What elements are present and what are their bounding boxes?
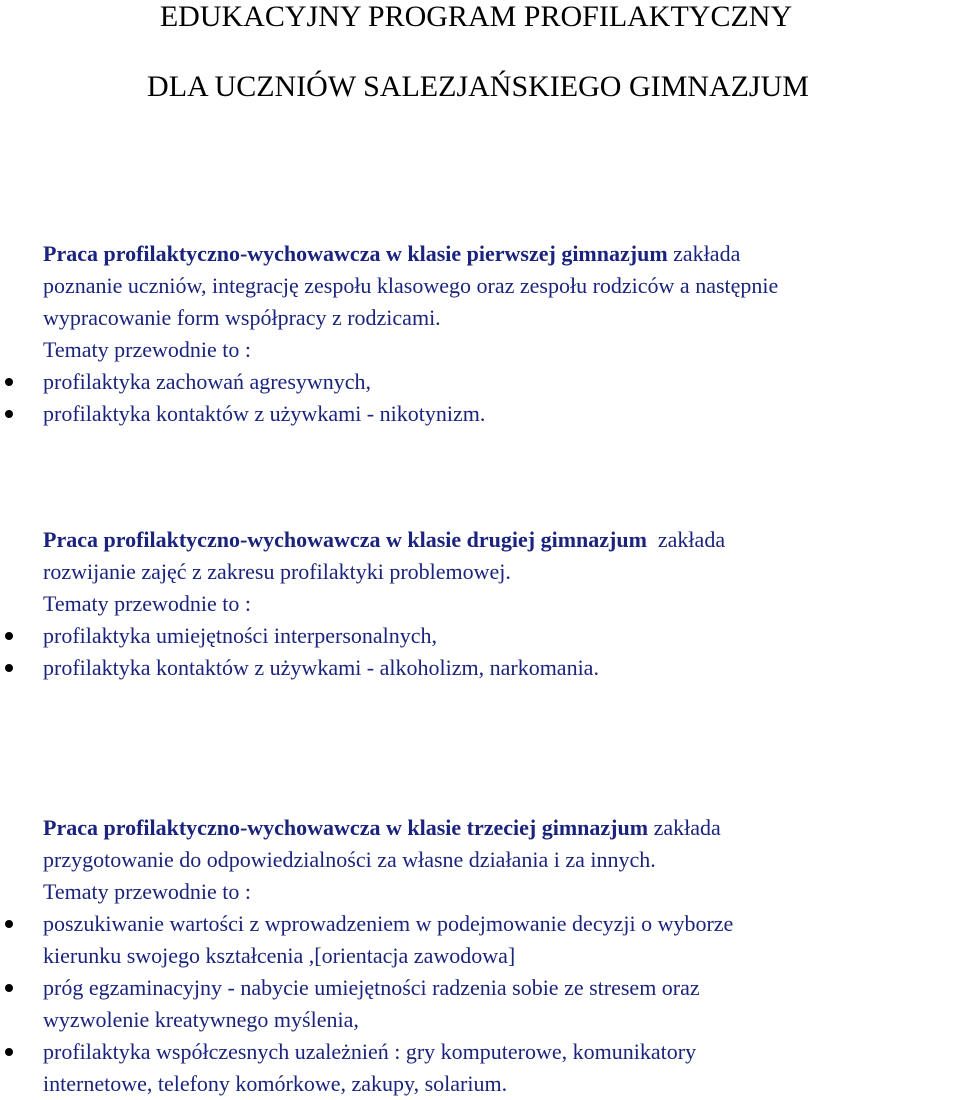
- section-heading-line: [43, 524, 948, 556]
- section-second-grade: [43, 524, 948, 684]
- section-heading-line: [43, 238, 948, 270]
- list-item: [43, 972, 948, 1036]
- topics-label: Tematy przewodnie to :: [43, 337, 252, 362]
- list-item: [43, 366, 948, 398]
- section-heading-tail: zakłada: [646, 527, 726, 552]
- topic-list: [43, 366, 948, 430]
- list-item: [43, 398, 948, 430]
- document-subtitle: DLA UCZNIÓW SALEZJAŃSKIEGO GIMNAZJUM: [147, 70, 809, 103]
- bullet-icon: [5, 378, 13, 386]
- list-item-text: profilaktyka współczesnych uzależnień : gry komputerowe, komunikatory: [43, 1039, 697, 1064]
- section-heading-tail: zakłada: [667, 241, 741, 266]
- section-heading-tail: zakłada: [648, 815, 721, 840]
- body-line: rozwijanie zajęć z zakresu profilaktyki problemowej.: [43, 559, 511, 584]
- section-first-grade: [43, 238, 948, 430]
- section-heading: Praca profilaktyczno-wychowawcza w klasie drugiej gimnazjum: [43, 527, 647, 552]
- topics-label: Tematy przewodnie to :: [43, 879, 252, 904]
- section-heading: Praca profilaktyczno-wychowawcza w klasie trzeciej gimnazjum: [43, 815, 649, 840]
- list-item-text: profilaktyka umiejętności interpersonalnych,: [43, 623, 438, 648]
- list-item-text-continued: wyzwolenie kreatywnego myślenia,: [43, 1007, 359, 1032]
- section-heading: Praca profilaktyczno-wychowawcza w klasie pierwszej gimnazjum: [43, 241, 668, 266]
- body-line: przygotowanie do odpowiedzialności za własne działania i za innych.: [43, 847, 656, 872]
- bullet-icon: [5, 1048, 13, 1056]
- bullet-icon: [5, 410, 13, 418]
- list-item: [43, 620, 948, 652]
- document-title: EDUKACYJNY PROGRAM PROFILAKTYCZNY: [159, 0, 793, 33]
- topics-label: Tematy przewodnie to :: [43, 591, 252, 616]
- bullet-icon: [5, 984, 13, 992]
- list-item-text: profilaktyka zachowań agresywnych,: [43, 369, 372, 394]
- list-item: [43, 1036, 948, 1100]
- list-item-text: próg egzaminacyjny - nabycie umiejętności radzenia sobie ze stresem oraz: [43, 975, 700, 1000]
- body-line: poznanie uczniów, integrację zespołu klasowego oraz zespołu rodziców a następnie: [43, 273, 779, 298]
- section-third-grade: [43, 812, 948, 1100]
- bullet-icon: [5, 664, 13, 672]
- list-item-text: profilaktyka kontaktów z używkami - nikotynizm.: [43, 401, 486, 426]
- list-item-text: profilaktyka kontaktów z używkami - alkoholizm, narkomania.: [43, 655, 599, 680]
- bullet-icon: [5, 632, 13, 640]
- section-heading-line: [43, 812, 948, 844]
- list-item-text: poszukiwanie wartości z wprowadzeniem w podejmowanie decyzji o wyborze: [43, 911, 734, 936]
- topic-list: [43, 908, 948, 1100]
- list-item: [43, 908, 948, 972]
- list-item-text-continued: kierunku swojego kształcenia ,[orientacja zawodowa]: [43, 943, 516, 968]
- bullet-icon: [5, 920, 13, 928]
- body-line: wypracowanie form współpracy z rodzicami.: [43, 305, 441, 330]
- list-item-text-continued: internetowe, telefony komórkowe, zakupy, solarium.: [43, 1071, 508, 1096]
- list-item: [43, 652, 948, 684]
- topic-list: [43, 620, 948, 684]
